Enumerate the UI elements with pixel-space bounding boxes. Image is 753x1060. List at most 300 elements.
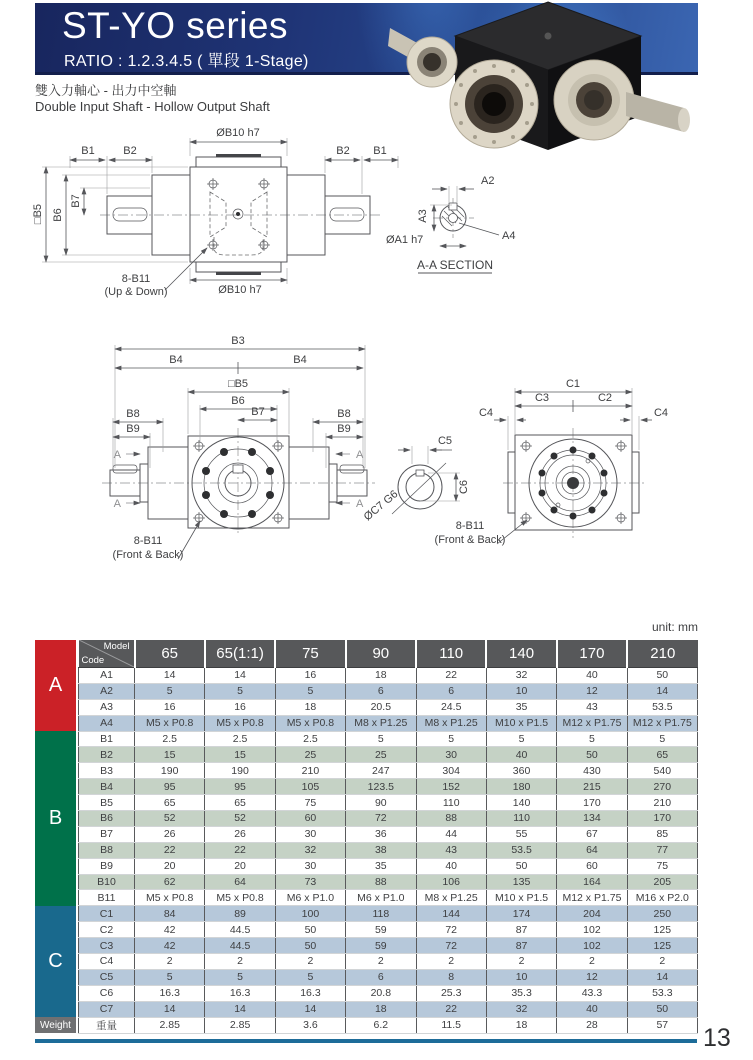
spec-value: 5 xyxy=(135,969,205,985)
spec-value: 44 xyxy=(416,826,486,842)
spec-value: 16.3 xyxy=(275,985,345,1001)
ratio-line: RATIO : 1.2.3.4.5 ( 單段 1-Stage) xyxy=(64,53,309,70)
aa-section-drawing xyxy=(386,175,515,273)
spec-value: 50 xyxy=(275,938,345,954)
dim-a2: A2 xyxy=(481,175,495,187)
dim-c5: C5 xyxy=(437,435,453,447)
spec-value: 5 xyxy=(416,731,486,747)
row-code: A3 xyxy=(79,699,135,715)
weight-value: 18 xyxy=(486,1017,556,1033)
spec-value: 77 xyxy=(627,842,697,858)
row-code: B1 xyxy=(79,731,135,747)
spec-value: 60 xyxy=(557,858,627,874)
spec-value: 125 xyxy=(627,922,697,938)
spec-value: M6 x P1.0 xyxy=(275,890,345,906)
spec-value: 43 xyxy=(557,699,627,715)
spec-value: M16 x P2.0 xyxy=(627,890,697,906)
spec-value: M5 x P0.8 xyxy=(275,715,345,731)
spec-value: 105 xyxy=(275,779,345,795)
weight-value: 11.5 xyxy=(416,1017,486,1033)
aa-section-title: A-A SECTION xyxy=(416,258,494,272)
spec-value: 75 xyxy=(275,795,345,811)
weight-row xyxy=(79,1017,698,1033)
spec-value: 14 xyxy=(627,683,697,699)
weight-code: 重量 xyxy=(79,1017,135,1033)
dim-b4-right: B4 xyxy=(293,354,307,366)
dim-c6: C6 xyxy=(458,479,470,495)
spec-value: 18 xyxy=(346,668,416,684)
column-header: 110 xyxy=(416,640,486,668)
spec-value: 38 xyxy=(346,842,416,858)
dim-a4: A4 xyxy=(502,230,516,242)
bolt-callout-5: 8-B11 xyxy=(455,520,485,532)
spec-value: M5 x P0.8 xyxy=(135,890,205,906)
dim-c3: C3 xyxy=(534,392,550,404)
spec-value: 118 xyxy=(346,906,416,922)
spec-value: 5 xyxy=(275,969,345,985)
dim-b1-left: B1 xyxy=(81,145,95,157)
spec-value: 16.3 xyxy=(205,985,275,1001)
spec-value: 30 xyxy=(275,826,345,842)
dim-b5-2: □B5 xyxy=(227,378,249,390)
dim-b9-right: B9 xyxy=(337,423,351,435)
spec-value: 44.5 xyxy=(205,938,275,954)
row-code: C1 xyxy=(79,906,135,922)
row-code: C2 xyxy=(79,922,135,938)
spec-value: 174 xyxy=(486,906,556,922)
column-header: 170 xyxy=(557,640,627,668)
front-view-drawing xyxy=(102,335,375,561)
spec-value: 60 xyxy=(275,811,345,827)
spec-value: 5 xyxy=(346,731,416,747)
spec-value: M10 x P1.5 xyxy=(486,715,556,731)
spec-value: 152 xyxy=(416,779,486,795)
weight-label-block: Weight xyxy=(35,1017,76,1033)
table-row xyxy=(79,683,698,699)
table-row xyxy=(79,906,698,922)
spec-value: 360 xyxy=(486,763,556,779)
dim-b9-left: B9 xyxy=(126,423,140,435)
spec-value: 50 xyxy=(627,1001,697,1017)
spec-value: 72 xyxy=(346,811,416,827)
spec-value: 43.3 xyxy=(557,985,627,1001)
spec-value: 20.5 xyxy=(346,699,416,715)
table-row xyxy=(79,969,698,985)
spec-value: 87 xyxy=(486,922,556,938)
spec-value: 50 xyxy=(627,668,697,684)
spec-value: 110 xyxy=(486,811,556,827)
spec-value: 88 xyxy=(346,874,416,890)
row-code: B7 xyxy=(79,826,135,842)
spec-value: 30 xyxy=(275,858,345,874)
spec-value: 430 xyxy=(557,763,627,779)
spec-value: M8 x P1.25 xyxy=(416,890,486,906)
table-row xyxy=(79,826,698,842)
column-header: 65 xyxy=(135,640,205,668)
spec-value: 18 xyxy=(275,699,345,715)
section-a-label: A xyxy=(113,498,121,510)
spec-value: 50 xyxy=(557,747,627,763)
table-row xyxy=(79,1001,698,1017)
bolt-callout-4: (Front & Back) xyxy=(112,549,184,561)
spec-value: 26 xyxy=(205,826,275,842)
spec-value: 89 xyxy=(205,906,275,922)
spec-value: M5 x P0.8 xyxy=(205,715,275,731)
spec-value: 2.5 xyxy=(275,731,345,747)
row-code: B8 xyxy=(79,842,135,858)
section-cut-marks xyxy=(114,449,364,510)
spec-value: 95 xyxy=(135,779,205,795)
spec-value: 106 xyxy=(416,874,486,890)
spec-value: 65 xyxy=(135,795,205,811)
row-code: C5 xyxy=(79,969,135,985)
spec-value: 5 xyxy=(275,683,345,699)
column-header: 65(1:1) xyxy=(205,640,275,668)
section-a-label: A xyxy=(113,449,121,461)
spec-value: 14 xyxy=(205,668,275,684)
table-row xyxy=(79,954,698,970)
bolt-callout-6: (Front & Back) xyxy=(434,534,506,546)
spec-value: 134 xyxy=(557,811,627,827)
bolt-callout-3: 8-B11 xyxy=(133,535,163,547)
spec-value: 40 xyxy=(557,668,627,684)
weight-value: 28 xyxy=(557,1017,627,1033)
spec-value: M8 x P1.25 xyxy=(416,715,486,731)
spec-value: 64 xyxy=(205,874,275,890)
photo-left-shaft xyxy=(388,28,457,87)
spec-value: 35.3 xyxy=(486,985,556,1001)
spec-value: 15 xyxy=(205,747,275,763)
table-row xyxy=(79,779,698,795)
spec-value: 67 xyxy=(557,826,627,842)
table-row xyxy=(79,811,698,827)
spec-value: 5 xyxy=(205,969,275,985)
spec-value: 16 xyxy=(275,668,345,684)
spec-value: 123.5 xyxy=(346,779,416,795)
weight-value: 57 xyxy=(627,1017,697,1033)
spec-value: 6 xyxy=(416,683,486,699)
bolt-callout-1: 8-B11 xyxy=(121,273,151,285)
spec-value: 5 xyxy=(135,683,205,699)
spec-value: M10 x P1.5 xyxy=(486,890,556,906)
spec-value: 53.3 xyxy=(627,985,697,1001)
dim-b7: B7 xyxy=(70,194,82,208)
row-code: A4 xyxy=(79,715,135,731)
spec-value: 20.8 xyxy=(346,985,416,1001)
spec-value: 84 xyxy=(135,906,205,922)
section-a-label: A xyxy=(356,449,364,461)
dim-b8-right: B8 xyxy=(337,408,351,420)
spec-value: 42 xyxy=(135,938,205,954)
table-row xyxy=(79,795,698,811)
spec-value: 140 xyxy=(486,795,556,811)
spec-value: 14 xyxy=(275,1001,345,1017)
spec-table-body xyxy=(79,668,698,1034)
spec-value: M5 x P0.8 xyxy=(205,890,275,906)
table-row xyxy=(79,842,698,858)
spec-value: 25.3 xyxy=(416,985,486,1001)
table-row xyxy=(79,922,698,938)
spec-value: 2 xyxy=(486,954,556,970)
spec-value: 25 xyxy=(275,747,345,763)
subtitle-zh: 雙入力軸心 - 出力中空軸 xyxy=(35,83,177,98)
spec-value: 18 xyxy=(346,1001,416,1017)
table-row xyxy=(79,890,698,906)
section-a-label: A xyxy=(356,498,364,510)
table-row xyxy=(79,715,698,731)
table-row xyxy=(79,668,698,684)
spec-value: 164 xyxy=(557,874,627,890)
spec-value: 5 xyxy=(205,683,275,699)
dim-b6: B6 xyxy=(52,208,64,222)
table-row xyxy=(79,874,698,890)
spec-value: 247 xyxy=(346,763,416,779)
spec-value: M12 x P1.75 xyxy=(627,715,697,731)
spec-value: 5 xyxy=(627,731,697,747)
spec-value: 170 xyxy=(557,795,627,811)
spec-value: 40 xyxy=(557,1001,627,1017)
spec-value: 35 xyxy=(486,699,556,715)
dim-b6-2: B6 xyxy=(231,395,245,407)
table-row xyxy=(79,858,698,874)
spec-value: 75 xyxy=(627,858,697,874)
spec-value: 6 xyxy=(346,683,416,699)
spec-value: 85 xyxy=(627,826,697,842)
spec-value: 53.5 xyxy=(486,842,556,858)
header-row xyxy=(79,640,698,668)
spec-value: 2 xyxy=(135,954,205,970)
spec-value: 65 xyxy=(627,747,697,763)
row-code: B3 xyxy=(79,763,135,779)
spec-value: M5 x P0.8 xyxy=(135,715,205,731)
bottom-rule xyxy=(35,1039,697,1043)
spec-value: 72 xyxy=(416,938,486,954)
spec-value: 250 xyxy=(627,906,697,922)
dim-c2: C2 xyxy=(597,392,613,404)
spec-value: 44.5 xyxy=(205,922,275,938)
spec-value: 64 xyxy=(557,842,627,858)
spec-value: 14 xyxy=(135,1001,205,1017)
spec-value: 90 xyxy=(346,795,416,811)
table-row xyxy=(79,938,698,954)
spec-value: 88 xyxy=(416,811,486,827)
spec-value: 55 xyxy=(486,826,556,842)
spec-value: 2.5 xyxy=(135,731,205,747)
spec-value: 135 xyxy=(486,874,556,890)
spec-value: 2 xyxy=(275,954,345,970)
spec-value: 25 xyxy=(346,747,416,763)
spec-value: 50 xyxy=(275,922,345,938)
spec-value: 30 xyxy=(416,747,486,763)
column-header: 75 xyxy=(275,640,345,668)
spec-value: 190 xyxy=(205,763,275,779)
spec-value: 215 xyxy=(557,779,627,795)
corner-model-label: Model xyxy=(103,641,130,652)
spec-value: 5 xyxy=(486,731,556,747)
spec-value: 205 xyxy=(627,874,697,890)
spec-value: 304 xyxy=(416,763,486,779)
spec-value: 102 xyxy=(557,938,627,954)
dim-b7-2: B7 xyxy=(251,406,265,418)
weight-value: 6.2 xyxy=(346,1017,416,1033)
spec-value: 16 xyxy=(205,699,275,715)
spec-value: M8 x P1.25 xyxy=(346,715,416,731)
spec-table xyxy=(78,640,698,1034)
corner-code-label: Code xyxy=(81,655,105,666)
spec-value: 87 xyxy=(486,938,556,954)
table-row xyxy=(79,985,698,1001)
spec-value: 20 xyxy=(135,858,205,874)
spec-value: 180 xyxy=(486,779,556,795)
spec-value: 22 xyxy=(205,842,275,858)
spec-value: 2 xyxy=(205,954,275,970)
spec-value: 125 xyxy=(627,938,697,954)
spec-value: 100 xyxy=(275,906,345,922)
row-code: A2 xyxy=(79,683,135,699)
spec-value: 5 xyxy=(557,731,627,747)
row-code: B9 xyxy=(79,858,135,874)
dim-a3: A3 xyxy=(417,209,429,223)
dim-dia-b10-top: ØB10 h7 xyxy=(216,127,260,139)
row-code: C6 xyxy=(79,985,135,1001)
weight-value: 3.6 xyxy=(275,1017,345,1033)
dim-b2-right: B2 xyxy=(336,145,350,157)
spec-value: 53.5 xyxy=(627,699,697,715)
row-code: C3 xyxy=(79,938,135,954)
row-code: B4 xyxy=(79,779,135,795)
table-row xyxy=(79,747,698,763)
dim-b4-left: B4 xyxy=(169,354,183,366)
spec-value: 2 xyxy=(627,954,697,970)
spec-value: 36 xyxy=(346,826,416,842)
spec-value: 52 xyxy=(135,811,205,827)
spec-value: 62 xyxy=(135,874,205,890)
dim-b3: B3 xyxy=(231,335,245,347)
spec-value: 10 xyxy=(486,683,556,699)
dim-dia-c7: ØC7 G6 xyxy=(361,488,401,524)
spec-value: 8 xyxy=(416,969,486,985)
technical-drawings xyxy=(0,112,753,612)
dim-c4-left: C4 xyxy=(478,407,494,419)
spec-value: 52 xyxy=(205,811,275,827)
spec-value: 210 xyxy=(275,763,345,779)
weight-value: 2.85 xyxy=(135,1017,205,1033)
spec-value: 40 xyxy=(486,747,556,763)
spec-value: 16 xyxy=(135,699,205,715)
row-code: B11 xyxy=(79,890,135,906)
spec-value: 72 xyxy=(416,922,486,938)
subtitle-en: Double Input Shaft - Hollow Output Shaft xyxy=(35,99,270,114)
top-view-drawing xyxy=(32,127,398,298)
spec-value: 20 xyxy=(205,858,275,874)
model-code-corner xyxy=(79,640,135,668)
output-view-drawing xyxy=(435,378,668,546)
spec-value: 40 xyxy=(416,858,486,874)
dim-dia-b10-bottom: ØB10 h7 xyxy=(218,284,262,296)
unit-label: unit: mm xyxy=(651,620,698,634)
page-number: 13 xyxy=(703,1024,731,1052)
spec-value: M12 x P1.75 xyxy=(557,715,627,731)
spec-value: 95 xyxy=(205,779,275,795)
dim-b8-left: B8 xyxy=(126,408,140,420)
spec-value: 144 xyxy=(416,906,486,922)
spec-value: 22 xyxy=(416,668,486,684)
spec-value: 2 xyxy=(557,954,627,970)
spec-value: 50 xyxy=(486,858,556,874)
spec-value: 10 xyxy=(486,969,556,985)
spec-value: 59 xyxy=(346,922,416,938)
row-code: C7 xyxy=(79,1001,135,1017)
spec-value: 15 xyxy=(135,747,205,763)
spec-value: 14 xyxy=(627,969,697,985)
spec-value: 204 xyxy=(557,906,627,922)
spec-value: 2 xyxy=(416,954,486,970)
table-row xyxy=(79,699,698,715)
spec-value: 43 xyxy=(416,842,486,858)
spec-value: 14 xyxy=(135,668,205,684)
spec-value: 35 xyxy=(346,858,416,874)
table-row xyxy=(79,731,698,747)
spec-value: 42 xyxy=(135,922,205,938)
spec-value: 102 xyxy=(557,922,627,938)
spec-value: 22 xyxy=(416,1001,486,1017)
group-c-block: C xyxy=(35,906,76,1017)
dim-b5: □B5 xyxy=(32,203,44,225)
row-code: A1 xyxy=(79,668,135,684)
dim-b1-right: B1 xyxy=(373,145,387,157)
dim-c1: C1 xyxy=(565,378,581,390)
bore-detail-drawing xyxy=(362,435,470,523)
spec-value: 59 xyxy=(346,938,416,954)
row-code: B10 xyxy=(79,874,135,890)
group-b-block: B xyxy=(35,731,76,906)
spec-value: M6 x P1.0 xyxy=(346,890,416,906)
dim-b2-left: B2 xyxy=(123,145,137,157)
dim-dia-a1: ØA1 h7 xyxy=(386,234,424,246)
page-title: ST-YO series xyxy=(62,5,288,46)
row-code: B2 xyxy=(79,747,135,763)
spec-value: 170 xyxy=(627,811,697,827)
spec-value: 14 xyxy=(205,1001,275,1017)
spec-value: 270 xyxy=(627,779,697,795)
row-code: B6 xyxy=(79,811,135,827)
spec-value: 73 xyxy=(275,874,345,890)
table-row xyxy=(79,763,698,779)
spec-value: 12 xyxy=(557,969,627,985)
spec-value: 24.5 xyxy=(416,699,486,715)
spec-value: 32 xyxy=(275,842,345,858)
spec-value: 32 xyxy=(486,668,556,684)
spec-value: 210 xyxy=(627,795,697,811)
column-header: 140 xyxy=(486,640,556,668)
spec-value: 6 xyxy=(346,969,416,985)
bolt-callout-2: (Up & Down) xyxy=(104,286,168,298)
weight-value: 2.85 xyxy=(205,1017,275,1033)
column-header: 90 xyxy=(346,640,416,668)
spec-value: 190 xyxy=(135,763,205,779)
spec-value: 12 xyxy=(557,683,627,699)
column-header: 210 xyxy=(627,640,697,668)
row-code: B5 xyxy=(79,795,135,811)
spec-value: 110 xyxy=(416,795,486,811)
spec-value: 16.3 xyxy=(135,985,205,1001)
dim-c4-right: C4 xyxy=(653,407,669,419)
spec-value: M12 x P1.75 xyxy=(557,890,627,906)
row-code: C4 xyxy=(79,954,135,970)
spec-value: 65 xyxy=(205,795,275,811)
spec-value: 22 xyxy=(135,842,205,858)
spec-value: 540 xyxy=(627,763,697,779)
